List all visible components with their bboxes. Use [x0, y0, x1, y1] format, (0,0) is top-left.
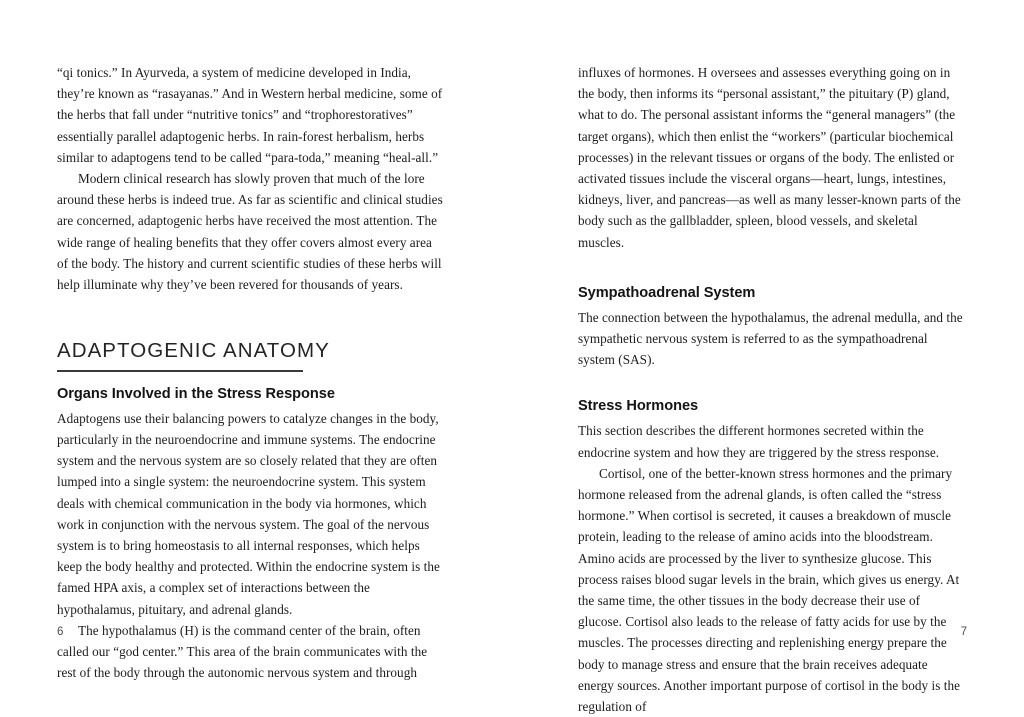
left-page [0, 0, 512, 681]
right-page-text-column [578, 62, 964, 717]
paragraph: “qi tonics.” In Ayurveda, a system of medicine developed in India, they’re known as “rasayanas.” And in Western herbal medicine, some of the herbs that fall under “nutritive tonics” and “trophorestoratives” essentially parallel adaptogenic herbs. In rain-forest herbalism, herbs similar to adaptogens tend to be called “para-toda,” meaning “heal-all.” [57, 65, 443, 165]
spacer [578, 253, 964, 283]
chapter-title-block [57, 339, 443, 372]
section-heading-sympathoadrenal-system: Sympathoadrenal System [578, 284, 756, 301]
paragraph: Cortisol, one of the better-known stress hormones and the primary hormone released from the adrenal glands, is often called the “stress hormone.” When cortisol is secreted, it causes a breakdown of muscle protein, leading to the release of amino acids into the bloodstream. Amino acids are processed by the liver to synthesize glucose. This process raises blood sugar levels in the brain, which gives us energy. At the same time, the other tissues in the body decrease their use of glucose. Cortisol also leads to the release of fatty acids for use by the muscles. The processes directing and replenishing energy prepare the body to manage stress and ensure that the brain receives adequate energy sources. Another important purpose of cortisol in the body is the regulation of [578, 465, 961, 715]
paragraph: Adaptogens use their balancing powers to catalyze changes in the body, particularly in the neuroendocrine and immune systems. The endocrine system and the nervous system are so closely related that they are often lumped into a single system: the neuroendocrine system. This system deals with chemical communication in the body via hormones, which work in conjunction with the nervous system. The goal of the nervous system is to bring homeostasis to all internal responses, which helps keep the body healthy and protected. Within the endocrine system is the famed HPA axis, a complex set of interactions between the hypothalamus, pituitary, and adrenal glands. [57, 410, 440, 617]
paragraph: This section describes the different hormones secreted within the endocrine system and how they are triggered by the stress response. [578, 423, 940, 460]
chapter-title: ADAPTOGENIC ANATOMY [57, 339, 330, 363]
spacer [578, 370, 964, 396]
page-number-left: 6 [57, 626, 64, 638]
chapter-title-rule [57, 370, 303, 372]
paragraph: The hypothalamus (H) is the command center of the brain, often called our “god center.” This area of the brain communicates with the rest of the body through the autonomic nervous system and through [57, 622, 428, 681]
page-number-right: 7 [960, 626, 967, 638]
section-heading-organs-involved: Organs Involved in the Stress Response [57, 385, 335, 402]
left-page-text-column [57, 62, 443, 683]
section-heading-stress-hormones: Stress Hormones [578, 398, 699, 415]
right-page [512, 0, 1024, 715]
paragraph: Modern clinical research has slowly proven that much of the lore around these herbs is indeed true. As far as scientific and clinical studies are concerned, adaptogenic herbs have received the most attention. The wide range of healing benefits that they offer covers almost every area of the body. The history and current scientific studies of these herbs will help illuminate why they’ve been revered for thousands of years. [57, 171, 443, 293]
paragraph: influxes of hormones. H oversees and assesses everything going on in the body, then informs its “personal assistant,” the pituitary (P) gland, what to do. The personal assistant informs the “general managers” (the target organs), which then enlist the “workers” (particular biochemical processes) in the relevant tissues or organs of the body. The enlisted or activated tissues include the visceral organs—heart, lungs, intestines, kidneys, liver, and pancreas—as well as many lesser-known parts of the body such as the gallbladder, spleen, blood vessels, and skeletal muscles. [578, 65, 961, 250]
paragraph: The connection between the hypothalamus, the adrenal medulla, and the sympathetic nervous system is referred to as the sympathoadrenal system (SAS). [578, 309, 963, 368]
